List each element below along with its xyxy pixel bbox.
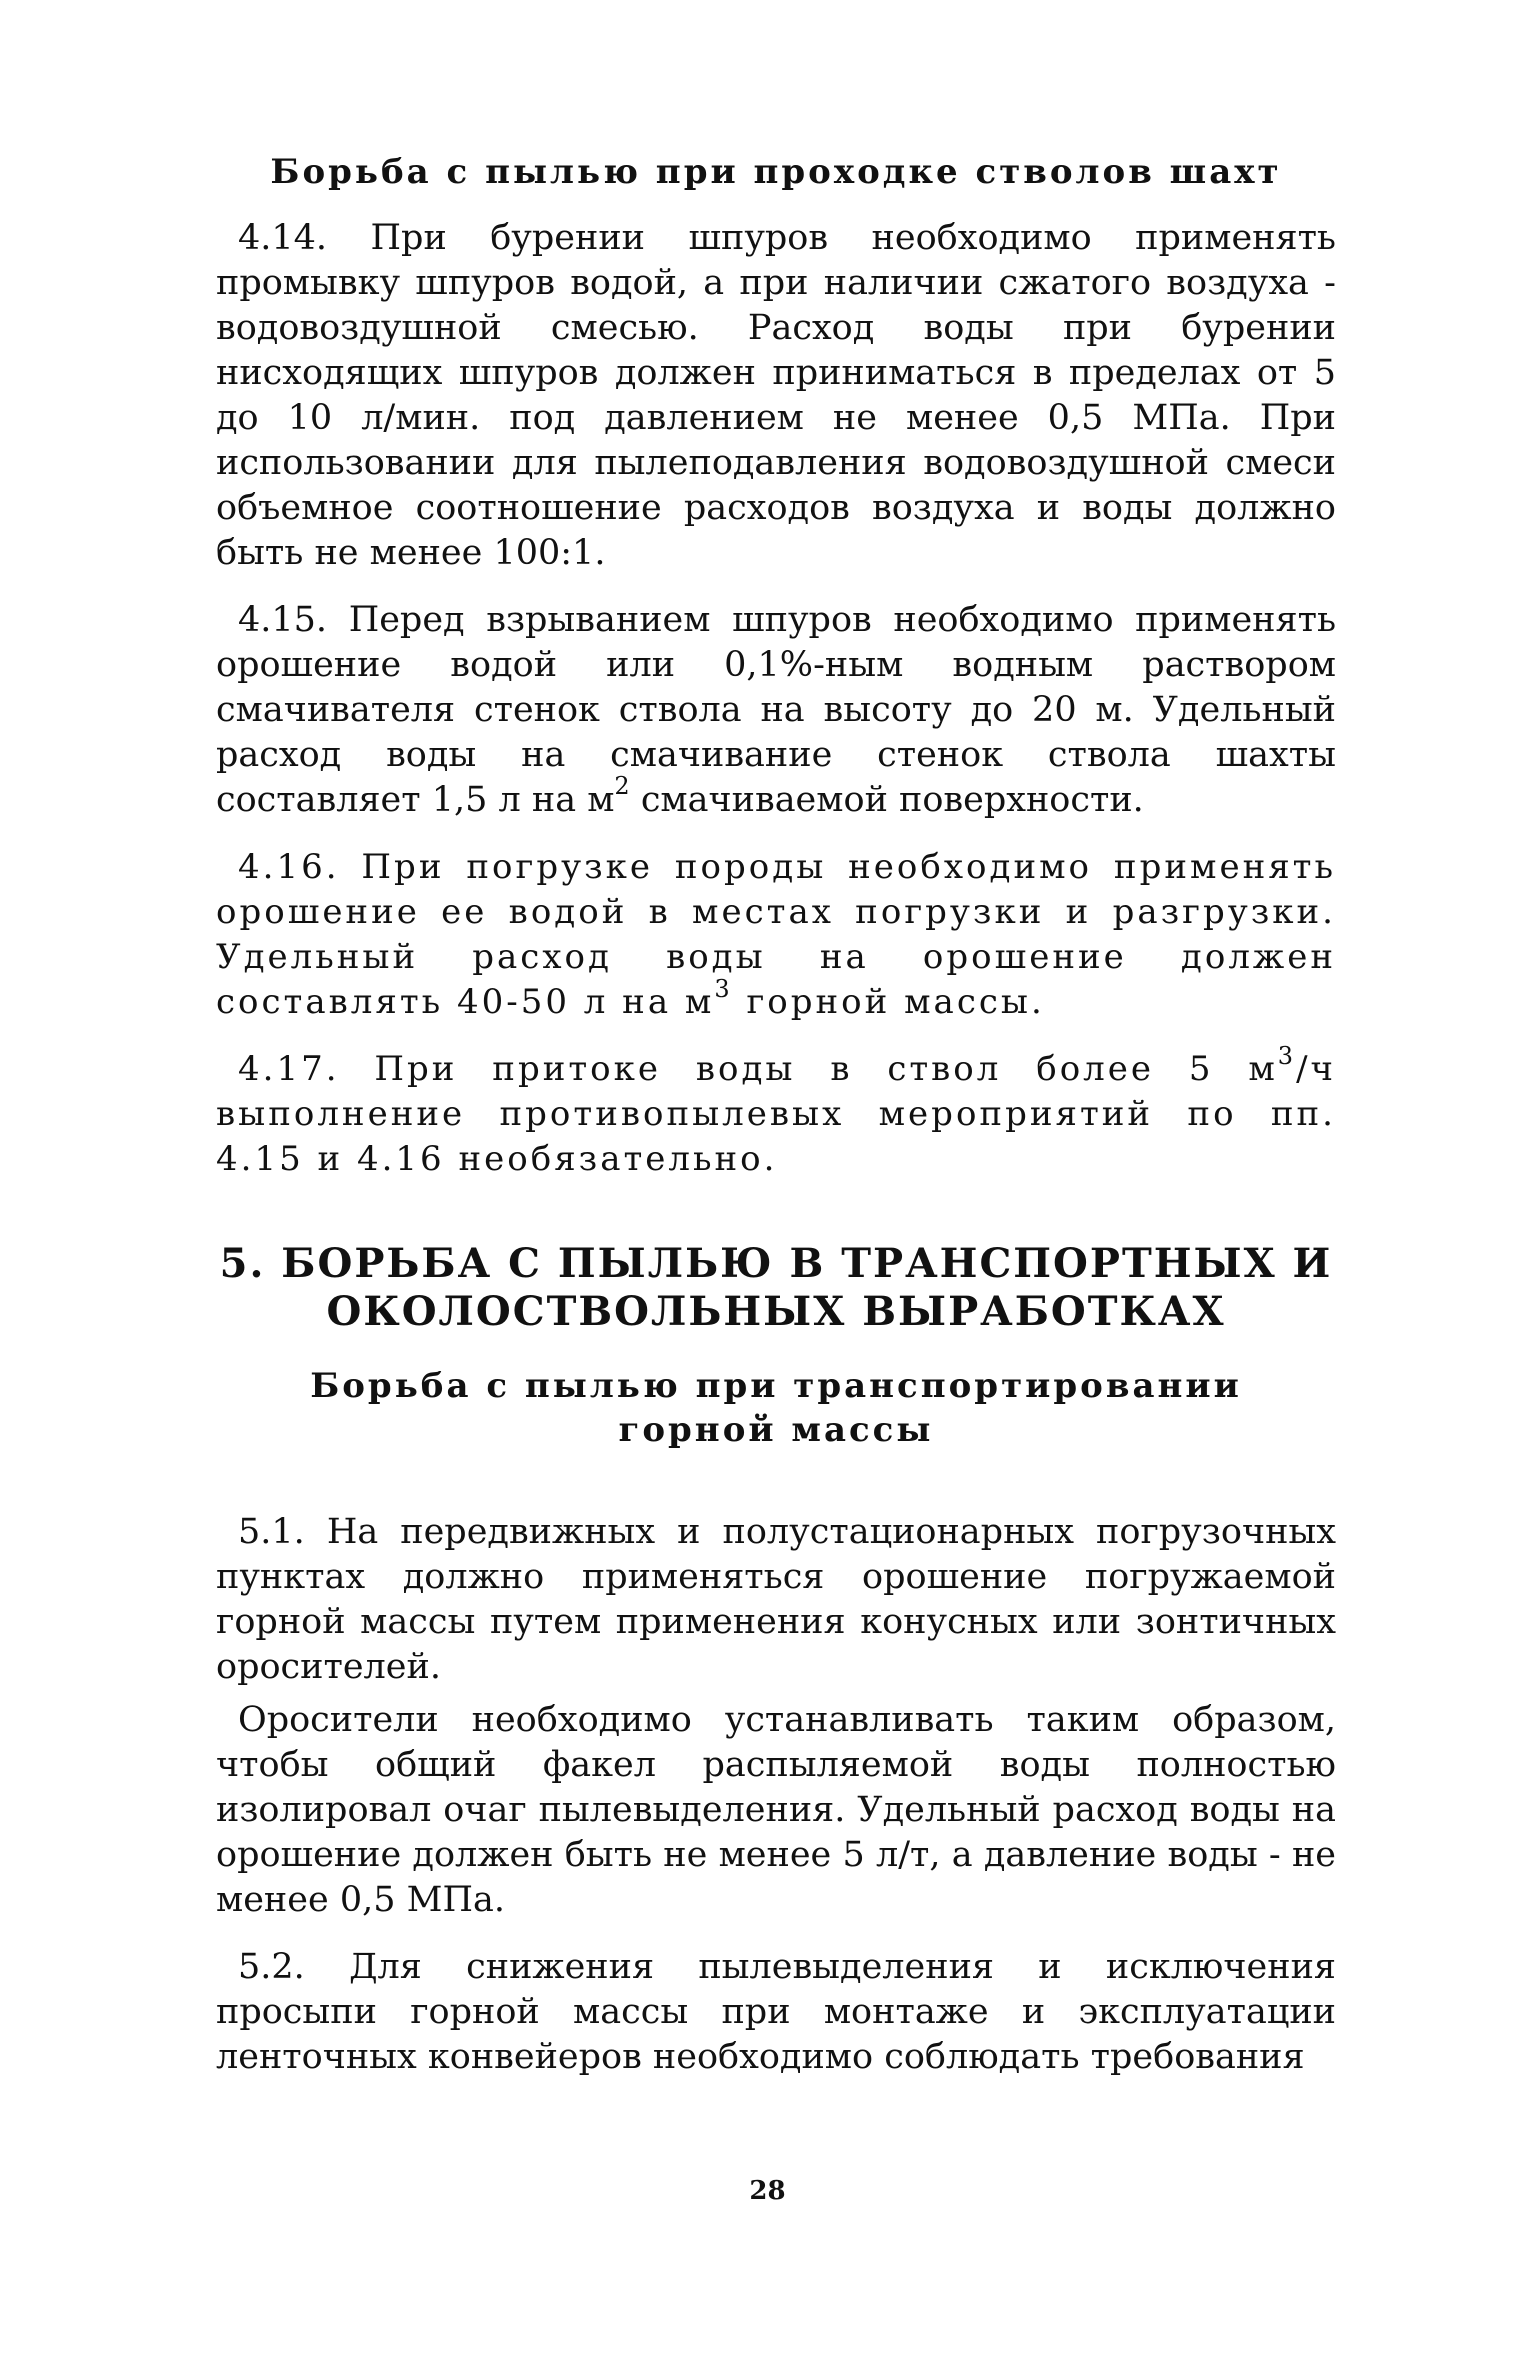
page-content [216, 150, 1336, 2080]
paragraph-5-1 [216, 1510, 1336, 1690]
superscript-2: 2 [614, 772, 630, 801]
paragraph-5-2 [216, 1945, 1336, 2080]
shaft-subheading: Борьба с пылью при проходке стволов шахт [270, 152, 1282, 192]
paragraph-5-1-text: 5.1. На передвижных и полустационарных погрузочных пунктах должно применяться орошение погружаемой горной массы путем применения конусных или зонтичных оросителей. [216, 1512, 1336, 1687]
paragraph-4-15-text-b: смачиваемой поверхности. [629, 780, 1144, 820]
paragraph-4-16-text-a: 4.16. При погрузке породы необходимо применять орошение ее водой в местах погрузки и разгрузки. Удельный расход воды на орошение должен составлять 40-50 л на м [216, 847, 1336, 1022]
paragraph-4-17-text-a: 4.17. При притоке воды в ствол более 5 м [238, 1049, 1278, 1089]
superscript-3-b: 3 [1277, 1041, 1297, 1070]
paragraph-4-16-text-b: горной массы. [732, 982, 1045, 1022]
superscript-3: 3 [714, 974, 733, 1003]
transport-subheading-line-2: горной массы [618, 1410, 934, 1450]
paragraph-5-1-continued-text: Оросители необходимо устанавливать таким образом, чтобы общий факел распыляемой воды полностью изолировал очаг пылевыделения. Удельный расход воды на орошение должен быть не менее 5 л/т, а давление воды - не менее 0,5 МПа. [216, 1700, 1336, 1920]
paragraph-4-14 [216, 216, 1336, 576]
paragraph-4-17 [216, 1041, 1336, 1182]
transport-subheading-line-1: Борьба с пылью при транспортировании [310, 1366, 1242, 1406]
paragraph-4-16 [216, 845, 1336, 1025]
paragraph-5-1-continued [216, 1698, 1336, 1923]
paragraph-5-2-text: 5.2. Для снижения пылевыделения и исключения просыпи горной массы при монтаже и эксплуатации ленточных конвейеров необходимо соблюдать требования [216, 1947, 1336, 2077]
paragraph-4-15-text-a: 4.15. Перед взрыванием шпуров необходимо применять орошение водой или 0,1%-ным водным раствором смачивателя стенок ствола на высоту до 20 м. Удельный расход воды на смачивание стенок ствола шахты составляет 1,5 л на м [216, 600, 1336, 820]
paragraph-4-14-text: 4.14. При бурении шпуров необходимо применять промывку шпуров водой, а при наличии сжатого воздуха - водовоздушной смесью. Расход воды при бурении нисходящих шпуров должен приниматься в пределах от 5 до 10 л/мин. под давлением не менее 0,5 МПа. При использовании для пылеподавления водовоздушной смеси объемное соотношение расходов воздуха и воды должно быть не менее 100:1. [216, 218, 1336, 573]
page-number: 28 [749, 2176, 786, 2206]
paragraph-4-17-text-b: /ч выполнение противопылевых мероприятий по пп. 4.15 и 4.16 необязательно. [216, 1049, 1336, 1179]
section-5-title-line-1: 5. БОРЬБА С ПЫЛЬЮ В ТРАНСПОРТНЫХ И [219, 1240, 1333, 1287]
paragraph-4-15 [216, 598, 1336, 823]
section-5-title-line-2: ОКОЛОСТВОЛЬНЫХ ВЫРАБОТКАХ [326, 1288, 1226, 1335]
